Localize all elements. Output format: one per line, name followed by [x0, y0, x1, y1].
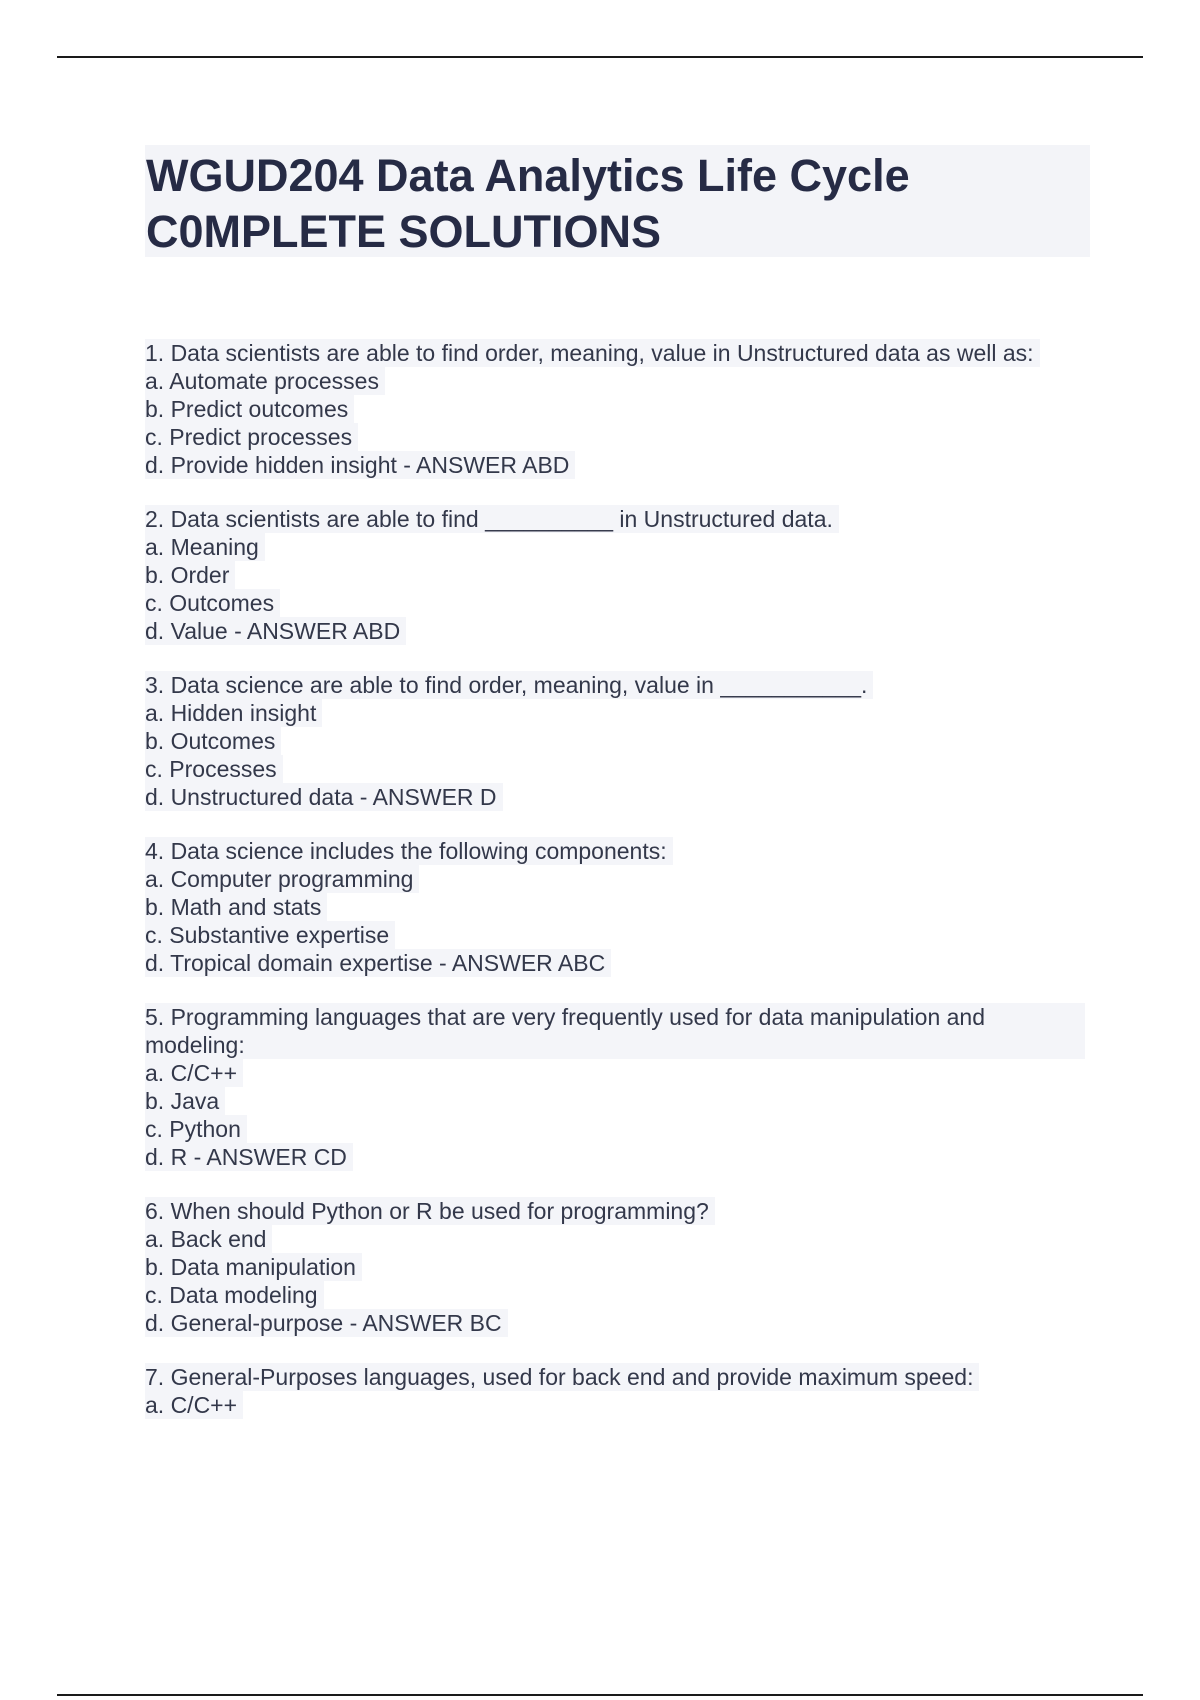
question-text: 1. Data scientists are able to find order, meaning, value in Unstructured data as well as:: [145, 339, 1040, 367]
option-a: a. C/C++: [145, 1059, 243, 1087]
question-7: [145, 1363, 1085, 1419]
question-list: [145, 339, 1085, 1445]
question-text: 2. Data scientists are able to find __________ in Unstructured data.: [145, 505, 839, 533]
top-rule: [57, 56, 1143, 58]
option-c: c. Python: [145, 1115, 247, 1143]
question-3: [145, 671, 1085, 811]
option-a: a. Computer programming: [145, 865, 419, 893]
option-c: c. Predict processes: [145, 423, 358, 451]
option-d-answer: d. Provide hidden insight - ANSWER ABD: [145, 451, 575, 479]
option-b: b. Math and stats: [145, 893, 327, 921]
option-d-answer: d. General-purpose - ANSWER BC: [145, 1309, 508, 1337]
option-c: c. Substantive expertise: [145, 921, 395, 949]
option-c: c. Processes: [145, 755, 283, 783]
option-b: b. Outcomes: [145, 727, 281, 755]
question-text: 6. When should Python or R be used for programming?: [145, 1197, 715, 1225]
option-a: a. Meaning: [145, 533, 265, 561]
question-6: [145, 1197, 1085, 1337]
question-4: [145, 837, 1085, 977]
option-a: a. Back end: [145, 1225, 272, 1253]
option-a: a. Hidden insight: [145, 699, 322, 727]
option-a: a. Automate processes: [145, 367, 385, 395]
question-text: 3. Data science are able to find order, meaning, value in ___________.: [145, 671, 873, 699]
option-d-answer: d. Value - ANSWER ABD: [145, 617, 406, 645]
question-5: [145, 1003, 1085, 1171]
question-text: 4. Data science includes the following components:: [145, 837, 673, 865]
document-title: [145, 145, 1090, 257]
option-d-answer: d. Tropical domain expertise - ANSWER ABC: [145, 949, 611, 977]
question-1: [145, 339, 1085, 479]
option-d-answer: d. R - ANSWER CD: [145, 1143, 353, 1171]
option-b: b. Predict outcomes: [145, 395, 354, 423]
bottom-rule: [57, 1694, 1143, 1696]
option-b: b. Java: [145, 1087, 225, 1115]
question-text: 7. General-Purposes languages, used for back end and provide maximum speed:: [145, 1363, 979, 1391]
option-c: c. Outcomes: [145, 589, 280, 617]
title-line-2: C0MPLETE SOLUTIONS: [146, 206, 662, 257]
option-c: c. Data modeling: [145, 1281, 324, 1309]
option-a: a. C/C++: [145, 1391, 243, 1419]
question-text: 5. Programming languages that are very frequently used for data manipulation and modeling:: [145, 1003, 1085, 1059]
option-b: b. Data manipulation: [145, 1253, 362, 1281]
option-b: b. Order: [145, 561, 235, 589]
option-d-answer: d. Unstructured data - ANSWER D: [145, 783, 503, 811]
question-2: [145, 505, 1085, 645]
title-line-1: WGUD204 Data Analytics Life Cycle: [146, 150, 910, 201]
